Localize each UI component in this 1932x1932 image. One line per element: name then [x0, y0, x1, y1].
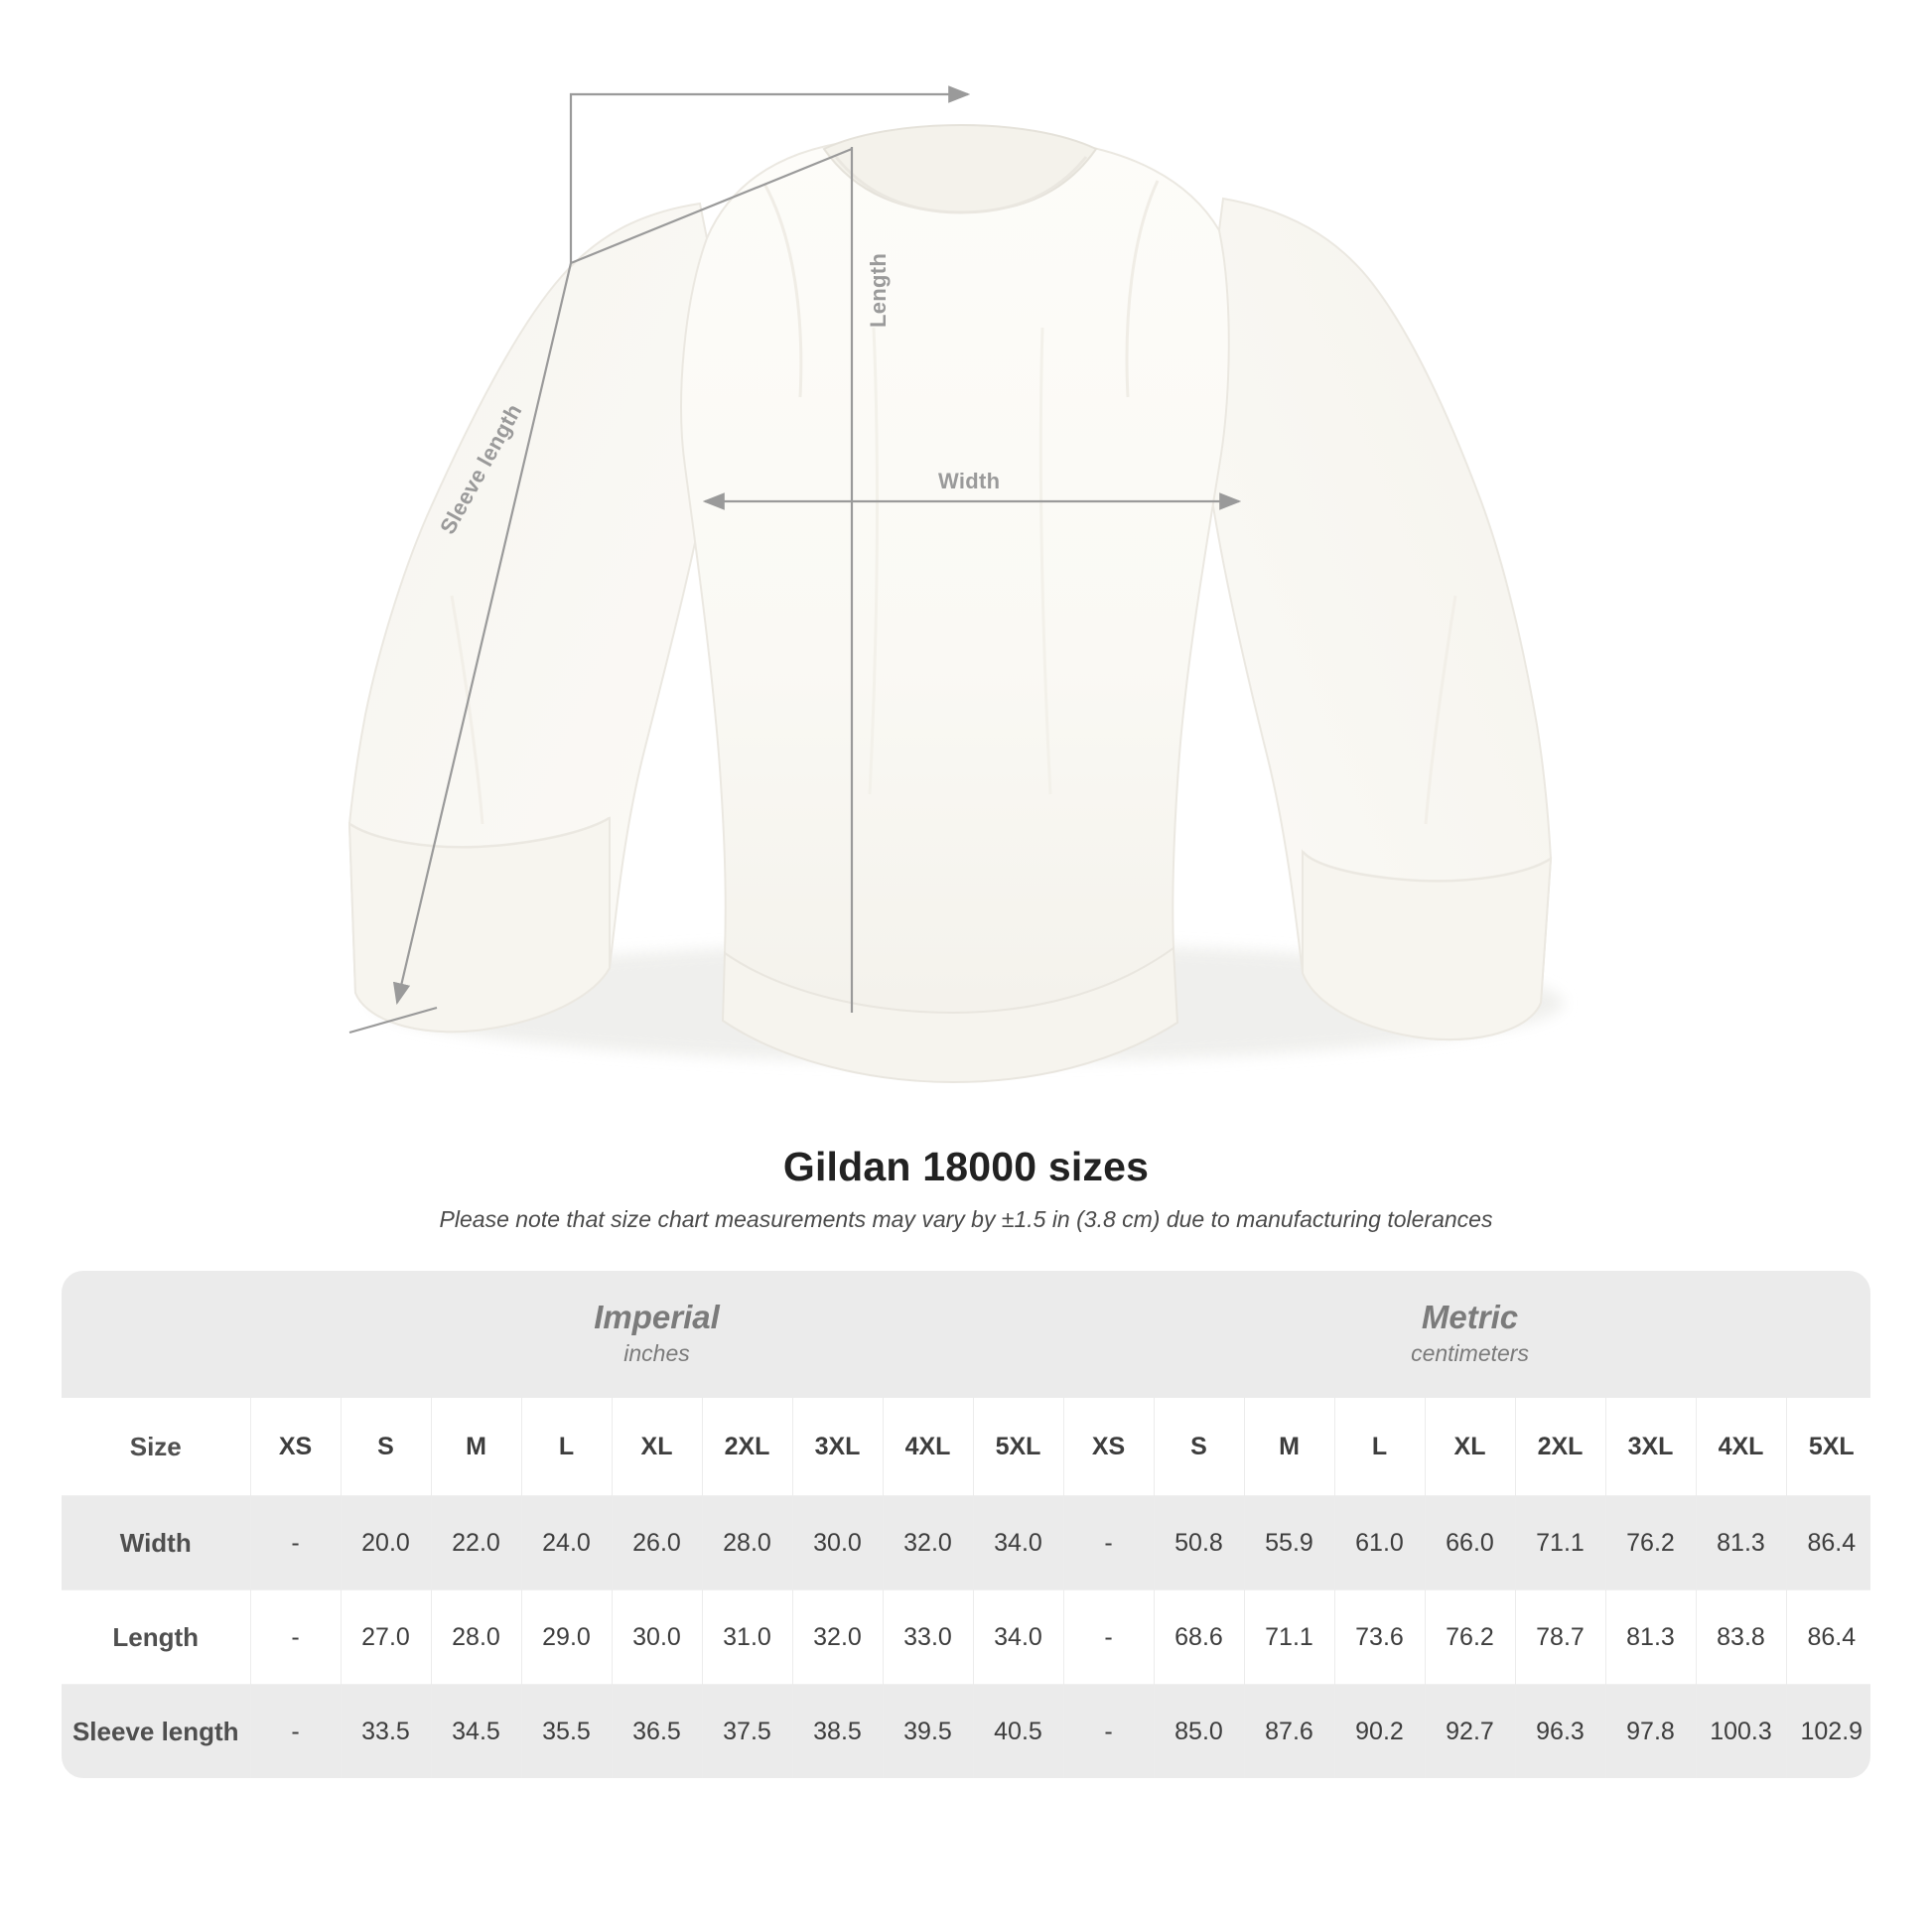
page-title: Gildan 18000 sizes	[782, 1144, 1150, 1189]
cell-sleeve-metric-4xl: 100.3	[1696, 1685, 1786, 1779]
cell-sleeve-metric-s: 85.0	[1154, 1685, 1244, 1779]
cell-length-metric-3xl: 81.3	[1605, 1590, 1696, 1685]
cell-sleeve-metric-l: 90.2	[1334, 1685, 1425, 1779]
cell-length-imperial-s: 27.0	[341, 1590, 431, 1685]
size-header-imperial-l: L	[521, 1398, 612, 1496]
unit-header-metric	[1063, 1271, 1870, 1398]
cell-length-metric-xs: -	[1063, 1590, 1154, 1685]
cell-sleeve-metric-5xl: 102.9	[1786, 1685, 1870, 1779]
cell-sleeve-imperial-xs: -	[250, 1685, 341, 1779]
cell-length-imperial-xl: 30.0	[612, 1590, 702, 1685]
cell-width-metric-m: 55.9	[1244, 1496, 1334, 1590]
size-header-imperial-5xl: 5XL	[973, 1398, 1063, 1496]
cell-sleeve-imperial-m: 34.5	[431, 1685, 521, 1779]
size-header-row	[62, 1398, 1870, 1496]
cell-width-metric-xs: -	[1063, 1496, 1154, 1590]
size-header-label: Size	[62, 1398, 250, 1496]
unit-name-imperial: Imperial	[594, 1298, 720, 1335]
table-row	[62, 1590, 1870, 1685]
unit-spacer-cell	[62, 1271, 250, 1398]
cell-width-imperial-2xl: 28.0	[702, 1496, 792, 1590]
size-header-metric-xs: XS	[1063, 1398, 1154, 1496]
cell-length-metric-4xl: 83.8	[1696, 1590, 1786, 1685]
cell-width-imperial-3xl: 30.0	[792, 1496, 883, 1590]
cell-length-imperial-l: 29.0	[521, 1590, 612, 1685]
size-header-metric-s: S	[1154, 1398, 1244, 1496]
cell-width-imperial-xs: -	[250, 1496, 341, 1590]
size-table-container	[62, 1271, 1870, 1778]
tolerance-note: Please note that size chart measurements may vary by ±1.5 in (3.8 cm) due to manufacturing tolerances	[439, 1206, 1493, 1232]
cell-width-imperial-4xl: 32.0	[883, 1496, 973, 1590]
cell-length-imperial-4xl: 33.0	[883, 1590, 973, 1685]
size-header-metric-5xl: 5XL	[1786, 1398, 1870, 1496]
row-label-sleeve-length: Sleeve length	[62, 1685, 250, 1779]
cell-sleeve-imperial-xl: 36.5	[612, 1685, 702, 1779]
cell-sleeve-metric-xl: 92.7	[1425, 1685, 1515, 1779]
cell-length-metric-s: 68.6	[1154, 1590, 1244, 1685]
cell-width-imperial-m: 22.0	[431, 1496, 521, 1590]
width-dimension-label: Width	[938, 469, 1001, 493]
size-header-metric-m: M	[1244, 1398, 1334, 1496]
cell-length-imperial-2xl: 31.0	[702, 1590, 792, 1685]
unit-sub-metric: centimeters	[1411, 1339, 1529, 1366]
cell-width-metric-4xl: 81.3	[1696, 1496, 1786, 1590]
row-label-width: Width	[62, 1496, 250, 1590]
cell-width-metric-3xl: 76.2	[1605, 1496, 1696, 1590]
size-table	[62, 1271, 1870, 1778]
cell-width-imperial-s: 20.0	[341, 1496, 431, 1590]
size-header-metric-3xl: 3XL	[1605, 1398, 1696, 1496]
size-header-imperial-4xl: 4XL	[883, 1398, 973, 1496]
cell-width-imperial-l: 24.0	[521, 1496, 612, 1590]
unit-sub-imperial: inches	[623, 1339, 690, 1366]
title-block	[0, 1144, 1932, 1233]
size-header-imperial-xl: XL	[612, 1398, 702, 1496]
row-label-length: Length	[62, 1590, 250, 1685]
cell-sleeve-metric-2xl: 96.3	[1515, 1685, 1605, 1779]
cell-length-imperial-xs: -	[250, 1590, 341, 1685]
cell-sleeve-imperial-l: 35.5	[521, 1685, 612, 1779]
length-dimension-label: Length	[866, 252, 891, 328]
cell-sleeve-metric-xs: -	[1063, 1685, 1154, 1779]
table-row	[62, 1685, 1870, 1779]
cell-length-metric-5xl: 86.4	[1786, 1590, 1870, 1685]
cell-sleeve-imperial-s: 33.5	[341, 1685, 431, 1779]
cell-sleeve-metric-3xl: 97.8	[1605, 1685, 1696, 1779]
size-header-imperial-s: S	[341, 1398, 431, 1496]
cell-sleeve-imperial-5xl: 40.5	[973, 1685, 1063, 1779]
size-header-metric-4xl: 4XL	[1696, 1398, 1786, 1496]
cell-width-imperial-5xl: 34.0	[973, 1496, 1063, 1590]
size-header-imperial-3xl: 3XL	[792, 1398, 883, 1496]
cell-sleeve-imperial-2xl: 37.5	[702, 1685, 792, 1779]
cell-length-imperial-5xl: 34.0	[973, 1590, 1063, 1685]
size-header-imperial-m: M	[431, 1398, 521, 1496]
cell-sleeve-imperial-4xl: 39.5	[883, 1685, 973, 1779]
unit-header-imperial	[250, 1271, 1063, 1398]
cell-length-metric-l: 73.6	[1334, 1590, 1425, 1685]
size-header-imperial-2xl: 2XL	[702, 1398, 792, 1496]
cell-sleeve-imperial-3xl: 38.5	[792, 1685, 883, 1779]
cell-width-metric-2xl: 71.1	[1515, 1496, 1605, 1590]
cell-sleeve-metric-m: 87.6	[1244, 1685, 1334, 1779]
cell-length-metric-m: 71.1	[1244, 1590, 1334, 1685]
unit-name-metric: Metric	[1421, 1298, 1519, 1335]
size-header-metric-2xl: 2XL	[1515, 1398, 1605, 1496]
cell-length-imperial-3xl: 32.0	[792, 1590, 883, 1685]
cell-length-metric-xl: 76.2	[1425, 1590, 1515, 1685]
unit-header-row	[62, 1271, 1870, 1398]
size-header-metric-xl: XL	[1425, 1398, 1515, 1496]
size-header-metric-l: L	[1334, 1398, 1425, 1496]
size-header-imperial-xs: XS	[250, 1398, 341, 1496]
cell-length-imperial-m: 28.0	[431, 1590, 521, 1685]
sleeve-length-dimension-label: Sleeve length	[435, 399, 527, 539]
cell-width-metric-l: 61.0	[1334, 1496, 1425, 1590]
cell-length-metric-2xl: 78.7	[1515, 1590, 1605, 1685]
cell-width-metric-s: 50.8	[1154, 1496, 1244, 1590]
cell-width-metric-5xl: 86.4	[1786, 1496, 1870, 1590]
table-row	[62, 1496, 1870, 1590]
cell-width-metric-xl: 66.0	[1425, 1496, 1515, 1590]
cell-width-imperial-xl: 26.0	[612, 1496, 702, 1590]
